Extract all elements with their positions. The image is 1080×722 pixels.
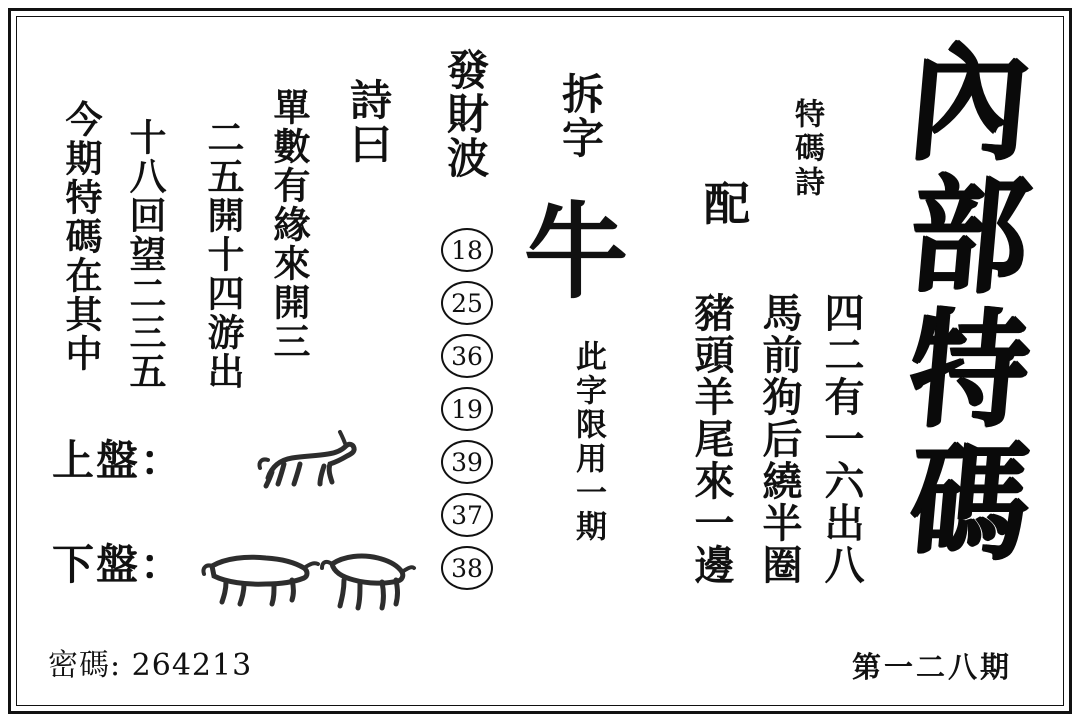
tema-poem-line-1: 四二有一六出八 xyxy=(818,292,865,586)
issue-number: 第一二八期 xyxy=(851,650,1012,684)
facaibo-number: 25 xyxy=(441,281,493,325)
shangpan-label: 上盤： xyxy=(52,436,185,485)
facaibo-number: 37 xyxy=(441,493,493,537)
shiyue-line-1: 單數有緣來開三 xyxy=(267,88,311,361)
facaibo-number: 38 xyxy=(441,546,493,590)
horse-sketch-icon xyxy=(250,420,370,500)
title-char-2: 部 xyxy=(903,160,1035,311)
title-char-4: 碼 xyxy=(903,427,1035,578)
shiyue-line-4: 今期特碼在其中 xyxy=(59,100,103,373)
facaibo-label: 發財波 xyxy=(441,48,490,180)
page-title xyxy=(884,27,1054,636)
password-field xyxy=(48,640,252,684)
shiyue-line-2: 二五開十四游出 xyxy=(201,118,245,391)
title-char-1: 內 xyxy=(903,27,1035,178)
ox-sketch-icon xyxy=(196,532,326,612)
tema-poem-label: 特碼詩 xyxy=(789,98,824,200)
facaibo-number-list xyxy=(434,228,500,599)
chaizi-label: 拆字 xyxy=(556,72,605,160)
goat-sketch-icon xyxy=(318,534,418,616)
xiapan-label: 下盤： xyxy=(52,540,185,589)
facaibo-number: 39 xyxy=(441,440,493,484)
title-char-3: 特 xyxy=(903,294,1035,445)
tema-poem-line-3: 豬頭羊尾來一邊 xyxy=(688,292,735,586)
shiyue-label: 詩曰 xyxy=(344,78,393,166)
facaibo-number: 36 xyxy=(441,334,493,378)
facaibo-number: 19 xyxy=(441,387,493,431)
shiyue-line-3: 十八回望二三五 xyxy=(123,118,167,391)
password-value: 264213 xyxy=(131,648,253,683)
chaizi-note: 此字限用一期 xyxy=(570,340,606,544)
pei-char: 配 xyxy=(704,177,750,231)
tema-poem-line-2: 馬前狗后繞半圈 xyxy=(756,292,803,586)
facaibo-number: 18 xyxy=(441,228,493,272)
password-label: 密碼: xyxy=(48,648,122,683)
chaizi-big-char: 牛 xyxy=(524,190,629,313)
